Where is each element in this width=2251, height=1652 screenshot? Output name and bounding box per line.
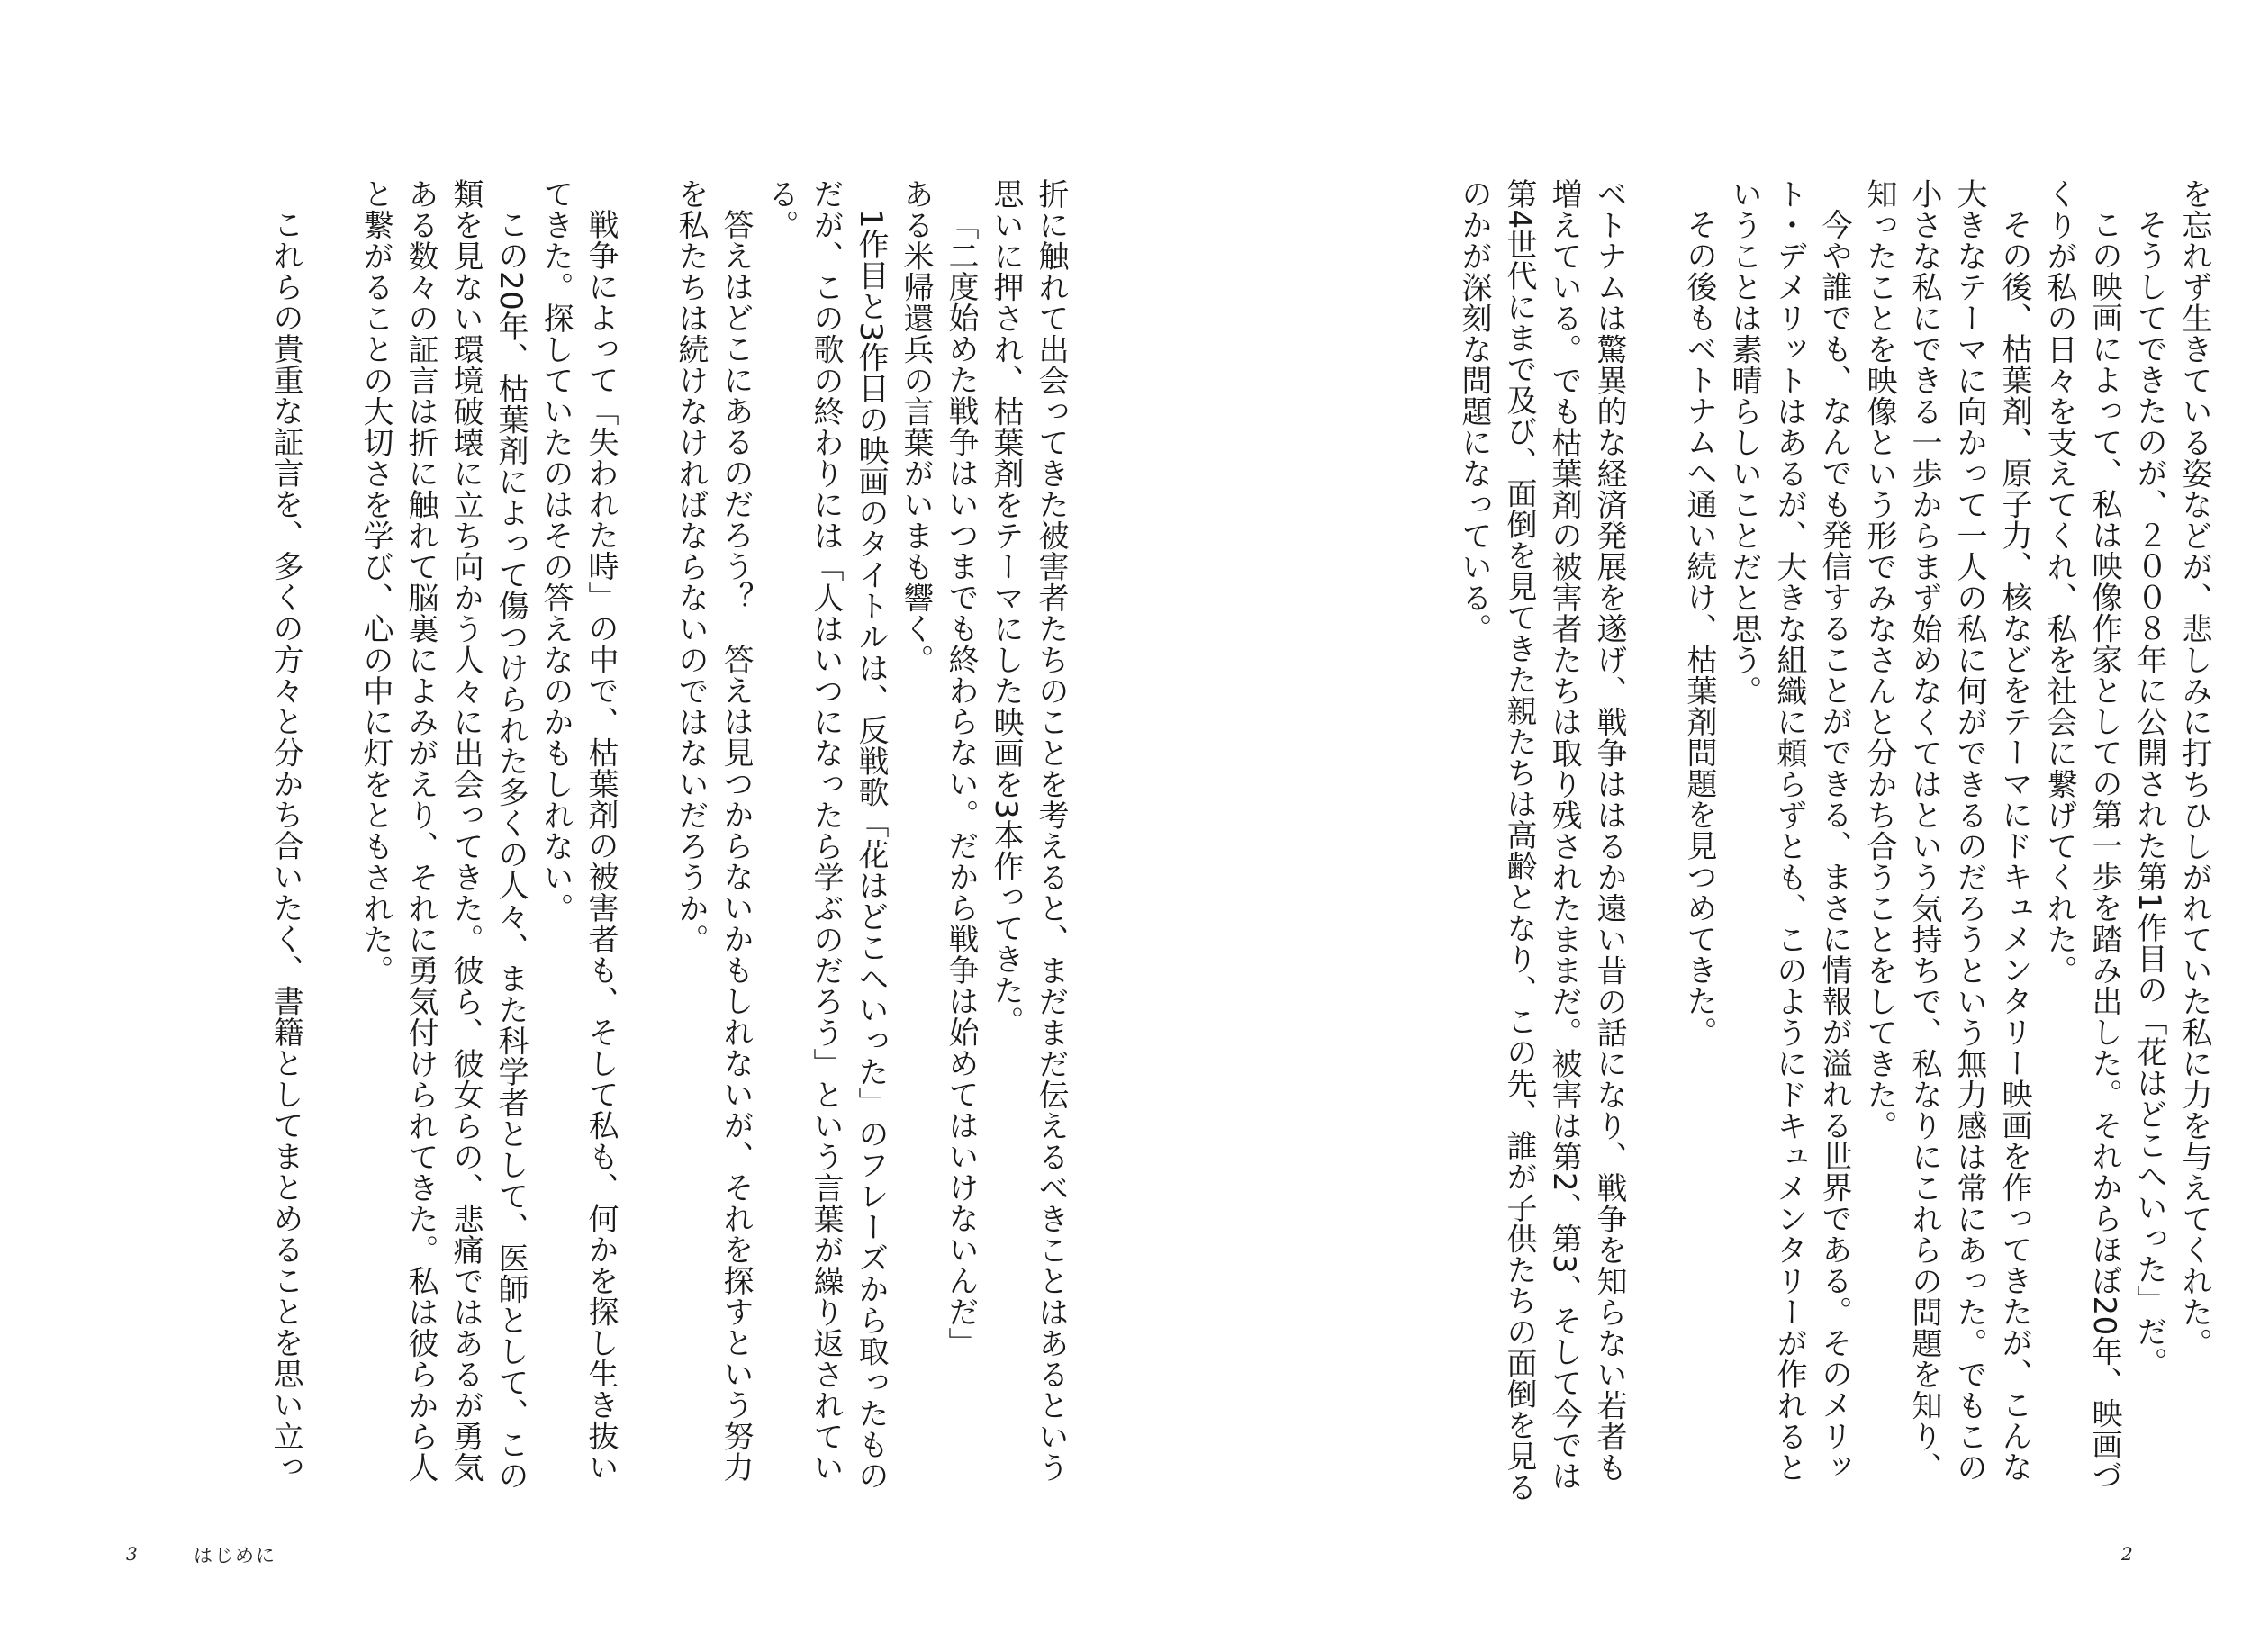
paragraph: 「二度始めた戦争はいつまでも終わらない。だから戦争は始めてはいけないんだ」 [943,209,979,1359]
right-page [1126,0,2251,1652]
paragraph: その後もベトナムへ通い続け、枯葉剤問題を見つめてきた。 [1681,209,1717,1048]
paragraph: 折に触れて出会ってきた被害者たちのことを考えると、まだまだ伝えるべきことはあるという思いに押され、枯葉剤をテーマにした映画を3本作ってきた。 [988,178,1069,1483]
paragraph: ある米帰還兵の言葉がいまも響く。 [898,178,934,675]
paragraph: 戦争によって「失われた時」の中で、枯葉剤の被害者も、そして私も、何かを探し生き抜いてきた。探していたのはその答えなのかもしれない。 [538,178,619,1483]
running-head: はじめに [194,1545,276,1566]
page-number: 3 [126,1543,138,1565]
page-number: 2 [2121,1543,2133,1565]
left-page-body [155,178,1073,1511]
right-page-body [1316,178,2217,1511]
paragraph: これらの貴重な証言を、多くの方々と分かち合いたく、書籍としてまとめることを思い立っ [267,209,303,1483]
paragraph: を忘れず生きている姿などが、悲しみに打ちひしがれていた私に力を与えてくれた。 [2176,178,2212,1359]
paragraph: 1作目と3作目の映画のタイトルは、反戦歌「花はどこへいった」のフレーズから取ったものだが、この歌の終わりには「人はいつになったら学ぶのだろう」という言葉が繰り返されている。 [763,178,889,1492]
paragraph: ベトナムは驚異的な経済発展を遂げ、戦争ははるか遠い昔の話になり、戦争を知らない若者も増えている。でも枯葉剤の被害者たちは取り残されたままだ。被害は第2、第3、そして今では第4世代にまで及び、面倒を見てきた親たちは高齢となり、この先、誰が子供たちの面倒を見るのかが深刻な問題になっている。 [1456,178,1627,1503]
paragraph: 答えはどこにあるのだろう？ 答えは見つからないかもしれないが、それを探すという努力を私たちは続けなければならないのではないだろうか。 [673,178,754,1483]
paragraph: その後、枯葉剤、原子力、核などをテーマにドキュメンタリー映画を作ってきたが、こんな大きなテーマに向かって一人の私に何ができるのだろうという無力感は常にあった。でもこの小さな私にできる一歩からまず始めなくてはという気持ちで、私なりにこれらの問題を知り、知ったことを映像という形でみなさんと分かち合うことをしてきた。 [1861,178,2032,1483]
paragraph: この映画によって、私は映像作家としての第一歩を踏み出した。それからほぼ20年、映画づくりが私の日々を支えてくれ、私を社会に繋げてくれた。 [2041,178,2122,1492]
paragraph: 今や誰でも、なんでも発信することができる、まさに情報が溢れる世界である。そのメリット・デメリットはあるが、大きな組織に頼らずとも、このようにドキュメンタリーが作れるということは素晴らしいことだと思う。 [1726,178,1852,1483]
paragraph: この20年、枯葉剤によって傷つけられた多くの人々、また科学者として、医師として、この類を見ない環境破壊に立ち向かう人々に出会ってきた。彼ら、彼女らの、悲痛ではあるが勇気ある数々の証言は折に触れて脳裏によみがえり、それに勇気付けられてきた。私は彼らから人と繋がることの大切さを学び、心の中に灯をともされた。 [357,178,529,1492]
paragraph: そうしてできたのが、２００８年に公開された第1作目の「花はどこへいった」だ。 [2131,209,2167,1378]
